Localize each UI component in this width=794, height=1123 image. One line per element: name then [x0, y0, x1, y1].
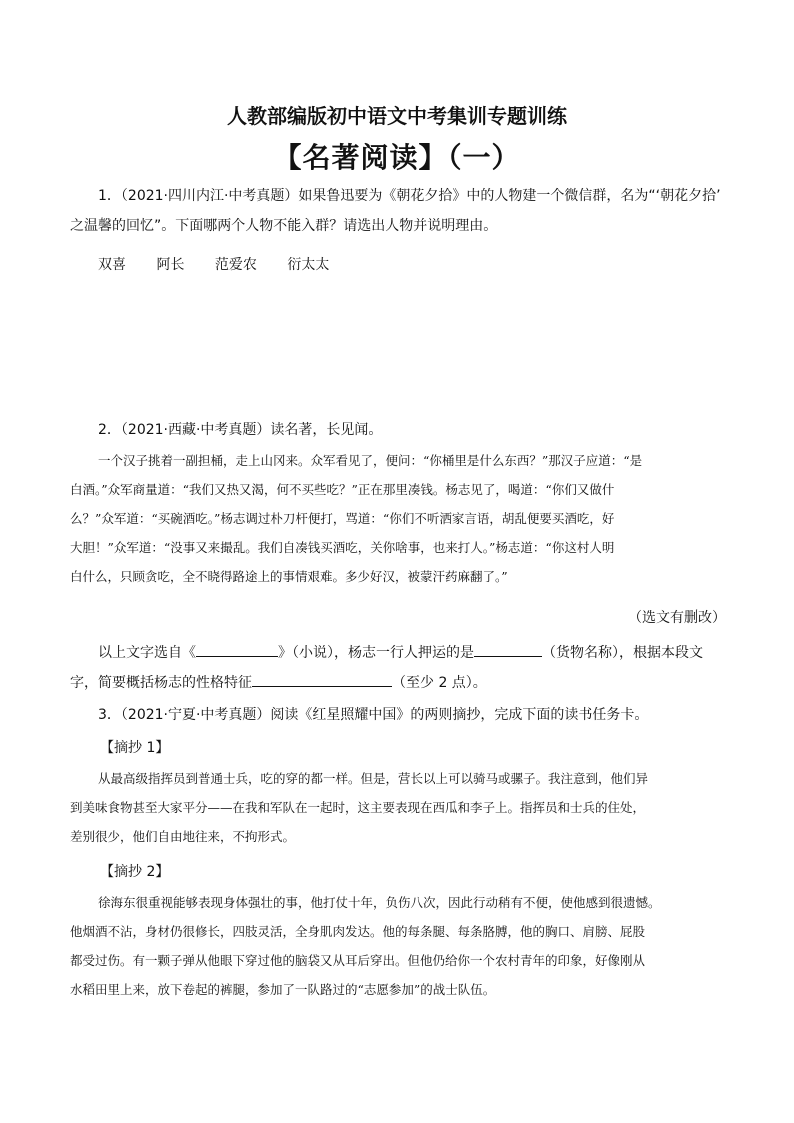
character-traits-blank[interactable] [252, 670, 392, 687]
goods-blank[interactable] [474, 640, 542, 657]
passage-line: 一个汉子挑着一副担桶，走上山冈来。众军看见了，便问：“你桶里是什么东西？”那汉子应道：“是 [98, 453, 643, 468]
question-2-passage [70, 446, 726, 591]
question-1-name-list [98, 253, 355, 277]
fill-line-2 [70, 668, 726, 698]
fill-text: （货物名称），根据本段文 [542, 645, 703, 661]
excerpt-line: 到美味食物甚至大家平分——在我和军队在一起时，这主要表现在西瓜和李子上。指挥员和士兵的住处， [70, 800, 646, 815]
question-2-fill [70, 638, 726, 698]
excerpt-1-label: 【摘抄 1】 [100, 740, 170, 756]
fill-text: （至少 2 点）。 [392, 675, 487, 691]
excerpt-line: 都受过伤。有一颗子弹从他眼下穿过他的脑袋又从耳后穿出。但他仍给你一个农村青年的印象，好像刚从 [70, 953, 646, 968]
question-1-line-2: 之温馨的回忆”。下面哪两个人物不能入群？请选出人物并说明理由。 [70, 218, 498, 234]
excerpt-line: 水稻田里上来，放下卷起的裤腿，参加了一队路过的“志愿参加”的战士队伍。 [70, 982, 496, 997]
name-option: 衍太太 [287, 257, 330, 273]
fill-line-1 [70, 638, 726, 668]
document-title: 人教部编版初中语文中考集训专题训练 [227, 104, 567, 128]
fill-text: 字，简要概括杨志的性格特征 [70, 675, 252, 691]
question-1-line-1: 1．（2021·四川内江·中考真题）如果鲁迅要为《朝花夕拾》中的人物建一个微信群，名为“‘朝花夕拾’ [98, 188, 721, 204]
excerpt-line: 徐海东很重视能够表现身体强壮的事，他打仗十年，负伤八次，因此行动稍有不便，使他感到很遗憾。 [98, 895, 661, 910]
passage-line: 么？”众军道：“买碗酒吃。”杨志调过朴刀杆便打，骂道：“你们不听洒家言语，胡乱便要买酒吃，好 [70, 511, 615, 526]
name-option: 阿长 [156, 257, 185, 273]
fill-text: 》（小说），杨志一行人押运的是 [278, 645, 474, 661]
excerpt-line: 差别很少，他们自由地往来，不拘形式。 [70, 829, 296, 844]
name-option: 范爱农 [214, 257, 257, 273]
fill-text: 以上文字选自《 [98, 645, 196, 661]
book-title-blank[interactable] [196, 640, 278, 657]
question-2-prompt: 2．（2021·西藏·中考真题）读名著，长见闻。 [98, 422, 383, 438]
excerpt-2-label: 【摘抄 2】 [100, 864, 170, 880]
question-2-intro [70, 415, 726, 445]
question-1 [70, 181, 726, 241]
passage-line: 大胆！”众军道：“没事又来撮乱。我们自凑钱买酒吃，关你啥事，也来打人。”杨志道：“你这村人明 [70, 540, 615, 555]
excerpt-2 [70, 888, 726, 1004]
passage-line: 白什么，只顾贪吃，全不晓得路途上的事情艰难。多少好汉，被蒙汗药麻翻了。” [70, 569, 508, 584]
excerpt-line: 他烟酒不沾，身材仍很修长，四肢灵活，全身肌肉发达。他的每条腿、每条胳膊，他的胸口、肩膀、屁股 [70, 924, 646, 939]
passage-line: 白酒。”众军商量道：“我们又热又渴，何不买些吃？”正在那里凑钱。杨志见了，喝道：“你们又做什 [70, 482, 615, 497]
document-subtitle: 【名著阅读】（一） [273, 141, 521, 174]
name-option: 双喜 [98, 257, 126, 273]
source-note: （选文有删改） [628, 610, 726, 626]
question-3-prompt: 3．（2021·宁夏·中考真题）阅读《红星照耀中国》的两则摘抄，完成下面的读书任务卡。 [98, 707, 649, 723]
question-3-intro [70, 700, 726, 730]
excerpt-1 [70, 764, 726, 851]
excerpt-line: 从最高级指挥员到普通士兵，吃的穿的都一样。但是，营长以上可以骑马或骡子。我注意到，他们异 [98, 771, 649, 786]
